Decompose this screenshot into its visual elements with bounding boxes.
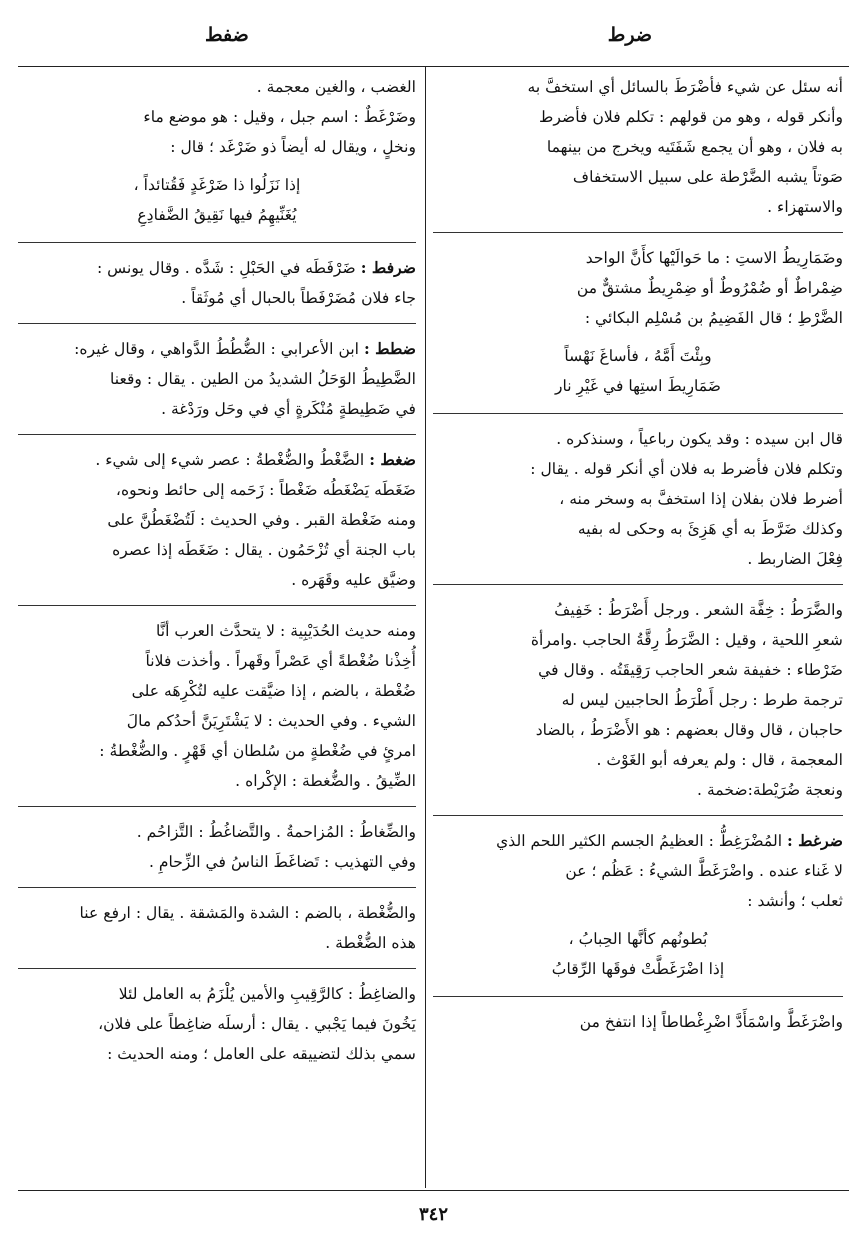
text-line bbox=[433, 826, 843, 856]
text-line: ومنه حديث الحُدَيْبِية : لا يتحدَّث العرب أنَّا bbox=[155, 622, 416, 640]
paragraph-daghit bbox=[18, 979, 416, 1069]
text-span: ضَرْفَطَه في الحَبْلِ : شَدَّه . وقال يونس : bbox=[96, 259, 361, 277]
paragraph-separator bbox=[18, 806, 416, 807]
text-line: ضُغْطة ، بالضم ، إذا ضيَّقت عليه لتُكْرِهَه على bbox=[131, 682, 416, 700]
text-line bbox=[18, 253, 416, 283]
verse-line: ضَمَارِيطَ استِها في غَيْرِ نار bbox=[554, 377, 722, 395]
text-line: وضَرْغَطٌ : اسم جبل ، وقيل : هو موضع ماء bbox=[143, 108, 416, 126]
verse-line: إذا اضْرَغَطَّتْ فوقَها الرِّقابُ bbox=[551, 960, 725, 978]
text-line: حاجبان ، قال وقال بعضهم : هو الأَضْرَطُ ، بالضاد bbox=[535, 721, 843, 739]
verse-line: يُغَنِّيهِمُ فيها نَقِيقُ الضَّفادِعِ bbox=[137, 206, 297, 224]
poetry-verse bbox=[433, 924, 843, 984]
entry-dirghit bbox=[433, 826, 843, 916]
verse-line: إذا نَزَلُوا ذا ضَرْغَدٍ فَقُتائداً ، bbox=[133, 176, 301, 194]
text-line: وضيَّق عليه وقَهَره . bbox=[291, 571, 416, 589]
text-line: ضَغَطَه يَضْغَطُه ضَغْطاً : زَحَمه إلى حائط ونحوه، bbox=[115, 481, 416, 499]
entry-headword: ضطط : bbox=[363, 339, 416, 358]
text-line: الضَّرْطِ ؛ قال الفَضِيمُ بن مُسْلِم البكائي : bbox=[584, 309, 843, 327]
paragraph-ibn-sidah bbox=[433, 424, 843, 574]
text-line: وأنكر قوله ، وهو من قولهم : تكلم فلان فأضرط bbox=[539, 108, 843, 126]
text-line: سمي بذلك لتضييقه على العامل ؛ ومنه الحديث : bbox=[107, 1045, 416, 1063]
paragraph-dughta bbox=[18, 898, 416, 958]
entry-headword: ضرغط : bbox=[787, 831, 843, 850]
text-line: وفي التهذيب : تَضاغَطَ الناسُ في الزِّحامِ . bbox=[148, 853, 416, 871]
entry-dirfit bbox=[18, 253, 416, 313]
entry-daraṭ-continuation bbox=[433, 72, 843, 222]
entry-headword: ضرفط : bbox=[360, 258, 416, 277]
text-line: باب الجنة أي تُزْحَمُون . يقال : ضَغَطَه إذا عصره bbox=[112, 541, 416, 559]
paragraph-ghadab bbox=[18, 72, 416, 162]
text-line: وضَمَارِيطُ الاستِ : ما حَوالَيْها كأَنَّ الواحد bbox=[585, 249, 843, 267]
column-divider bbox=[425, 67, 426, 1188]
text-line: شعرِ اللحية ، وقيل : الضَّرَطُ رِقَّةُ الحاجب .وامرأة bbox=[530, 631, 843, 649]
header-guide-word-right: ضرط bbox=[607, 24, 652, 46]
paragraph-dighat bbox=[18, 817, 416, 877]
text-line: وكذلك ضَرَّطَ به أي هَزِئَ به وحكى له بفيه bbox=[577, 520, 843, 538]
verse-line: وبِئْتَ أَمَّهُ ، فأساغَ نَهْساً bbox=[564, 347, 712, 365]
text-line: ونخلٍ ، ويقال له أيضاً ذو ضَرْغَد ؛ قال : bbox=[170, 138, 416, 156]
right-column bbox=[433, 72, 843, 1037]
paragraph-separator bbox=[18, 605, 416, 606]
left-column bbox=[18, 72, 416, 1069]
text-line: أضرط فلان بفلان إذا استخفَّ به وسخر منه ، bbox=[559, 490, 843, 508]
paragraph-separator bbox=[433, 584, 843, 585]
paragraph-idraghatta bbox=[433, 1007, 843, 1037]
paragraph-damarit bbox=[433, 243, 843, 333]
page-number: ٣٤٢ bbox=[418, 1204, 448, 1225]
text-line: ترجمة طرط : رجل أَطْرَطُ الحاجبين ليس له bbox=[561, 691, 843, 709]
text-line: الضِّيقُ . والضُّغطة : الإكْراه . bbox=[235, 772, 416, 790]
text-line: أنه سئل عن شيء فأضْرَطَ بالسائل أي استخفَّ به bbox=[527, 78, 843, 96]
text-line: امرئٍ في ضُغْطةٍ من سُلطان أي قَهْرٍ . والضُّغْطةُ : bbox=[99, 742, 416, 760]
paragraph-separator bbox=[18, 323, 416, 324]
bottom-rule bbox=[18, 1190, 849, 1191]
text-line: فِعْلَ الضاربط . bbox=[747, 550, 843, 568]
entry-datat bbox=[18, 334, 416, 424]
top-rule bbox=[18, 66, 849, 67]
paragraph-separator bbox=[433, 996, 843, 997]
text-line: المعجمة ، قال : ولم يعرفه أبو الغَوْث . bbox=[596, 751, 843, 769]
text-line bbox=[18, 334, 416, 364]
text-line: الشيء . وفي الحديث : لا يَشْتَرِيَنَّ أحدُكم مالَ bbox=[126, 712, 416, 730]
text-line: في ضَطِيطةٍ مُنْكَرةٍ أي في وحَل ورَدْغة . bbox=[161, 400, 416, 418]
paragraph-separator bbox=[18, 434, 416, 435]
paragraph-darat bbox=[433, 595, 843, 805]
text-line: قال ابن سيده : وقد يكون رباعياً ، وسنذكره . bbox=[556, 430, 843, 448]
text-span: الضَّغْطُ والضُّغْطةُ : عصر شيء إلى شيء . bbox=[95, 451, 370, 469]
text-line: ومنه ضَغْطة القبر . وفي الحديث : لَتُضْغَطُنَّ على bbox=[107, 511, 416, 529]
text-line: ونعجة ضُرَيْطة:ضخمة . bbox=[697, 781, 843, 799]
text-line: والضُّغْطة ، بالضم : الشدة والمَشقة . يقال : ارفع عنا bbox=[79, 904, 416, 922]
text-line: والاستهزاء . bbox=[767, 198, 843, 216]
text-line: ضِمْراطٌ أو ضُمْرُوطٌ أو ضِمْرِيطٌ مشتقٌّ من bbox=[576, 279, 843, 297]
text-line: الضَّطِيطُ الوَحَلُ الشديدُ من الطين . يقال : وقعنا bbox=[109, 370, 416, 388]
poetry-verse bbox=[18, 170, 416, 230]
header-guide-word-left: ضفط bbox=[205, 24, 249, 46]
text-span: المُضْرَغِطُّ : العظيمُ الجسم الكثير اللحم الذي bbox=[496, 832, 787, 850]
verse-line: بُطونُهم كأنَّها الحِبابُ ، bbox=[568, 930, 708, 948]
text-line: وتكلم فلان فأضرط به فلان أي أنكر قوله . يقال : bbox=[530, 460, 843, 478]
entry-daght bbox=[18, 445, 416, 595]
text-line: واضْرَغَطَّ واسْمَأَدَّ اضْرِغْطاطاً إذا انتفخ من bbox=[579, 1013, 843, 1031]
text-line: والضِّغاطُ : المُزاحمةُ . والتَّضاغُطُ : التَّزاحُم . bbox=[136, 823, 416, 841]
text-line: جاء فلان مُضَرْفَطاً بالحبال أي مُوثَقاً . bbox=[181, 289, 416, 307]
text-line: ثعلب ؛ وأنشد : bbox=[747, 892, 843, 910]
paragraph-separator bbox=[433, 413, 843, 414]
text-line: ضَرْطاء : خفيفة شعر الحاجب رَقِيقَتُه . وقال في bbox=[538, 661, 843, 679]
text-line: يَخُونَ فيما يَجْبي . يقال : أرسلَه ضاغِطاً على فلان، bbox=[98, 1015, 416, 1033]
paragraph-separator bbox=[433, 232, 843, 233]
text-line: والضَّرَطُ : خِفَّة الشعر . ورجل أَضْرَطُ : خَفِيفُ bbox=[554, 601, 843, 619]
entry-headword: ضغط : bbox=[369, 450, 416, 469]
paragraph-separator bbox=[433, 815, 843, 816]
text-line bbox=[18, 445, 416, 475]
text-line: صَوتاً يشبه الضَّرْطة على سبيل الاستخفاف bbox=[572, 168, 843, 186]
text-span: ابن الأعرابي : الضُّطُطُ الدَّواهي ، وقال غيره: bbox=[74, 340, 364, 358]
paragraph-separator bbox=[18, 887, 416, 888]
text-line: به فلان ، وهو أن يجمع شَفَتَيه ويخرج من بينهما bbox=[546, 138, 843, 156]
text-line: والضاغِطُ : كالرَّقِيبِ والأمين يُلْزَمُ به العامل لئلا bbox=[118, 985, 416, 1003]
paragraph-separator bbox=[18, 968, 416, 969]
poetry-verse bbox=[433, 341, 843, 401]
page-header bbox=[0, 14, 867, 54]
text-line: هذه الضُّغْطة . bbox=[325, 934, 416, 952]
text-line: الغضب ، والغين معجمة . bbox=[256, 78, 416, 96]
text-line: أُخِذْنا ضُغْطةً أي عَصْراً وقَهراً . وأخذت فلاناً bbox=[145, 652, 416, 670]
paragraph-separator bbox=[18, 242, 416, 243]
text-line: لا غَناء عنده . واضْرَغَطَّ الشيءُ : عَظُم ؛ عن bbox=[565, 862, 843, 880]
paragraph-hudaybiya bbox=[18, 616, 416, 796]
